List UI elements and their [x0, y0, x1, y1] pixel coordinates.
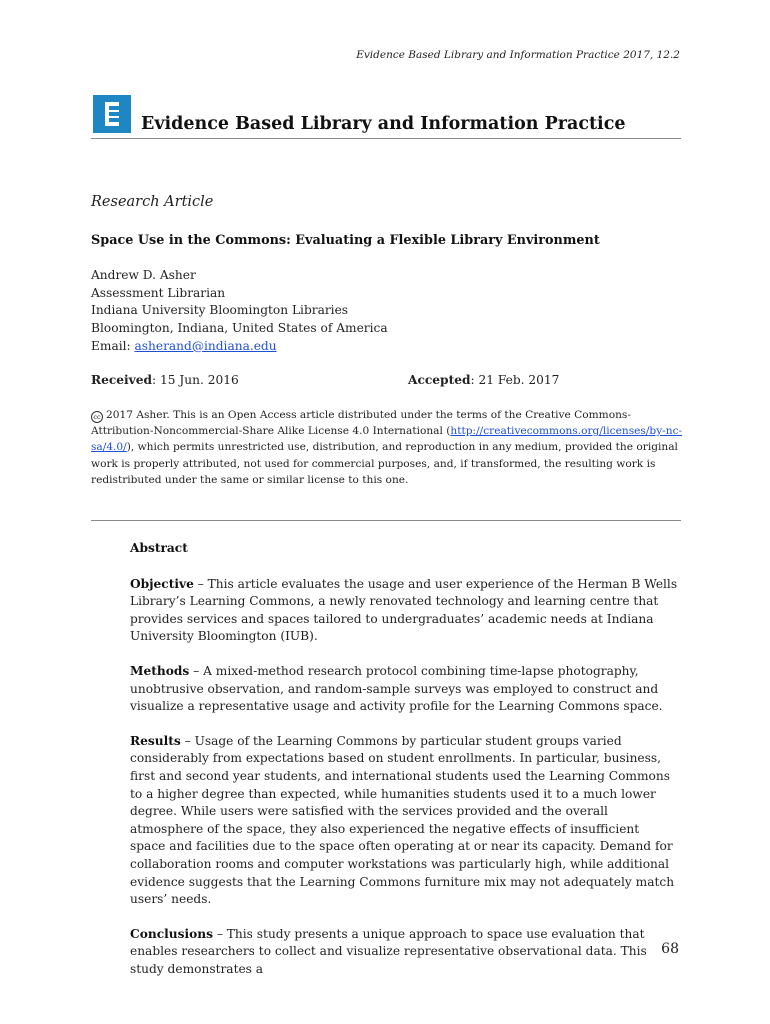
abstract-results	[130, 733, 678, 909]
methods-label: Methods	[130, 663, 190, 678]
email-label: Email:	[91, 338, 135, 353]
running-head: Evidence Based Library and Information Practice 2017, 12.2	[356, 49, 680, 61]
license-text-before: 2017 Asher. This is an Open Access article distributed under the terms of the Creative Commons-Attribution-Noncommercial-Share Alike License 4.0 International (	[91, 409, 631, 438]
objective-text: – This article evaluates the usage and user experience of the Herman B Wells Library’s Learning Commons, a newly renovated technology and learning centre that provides services and spaces tailored to undergraduates’ academic needs at Indiana University Bloomington (IUB).	[130, 576, 678, 644]
conclusions-label: Conclusions	[130, 926, 213, 941]
abstract-methods	[130, 663, 678, 716]
abstract-heading: Abstract	[130, 541, 188, 555]
author-location: Bloomington, Indiana, United States of America	[91, 321, 388, 336]
author-institution: Indiana University Bloomington Libraries	[91, 303, 349, 318]
author-email-line	[91, 338, 388, 356]
article-dates	[91, 373, 681, 387]
conclusions-text: – This study presents a unique approach to space use evaluation that enables researchers to collect and visualize representative observational data. This study demonstrates a	[130, 926, 647, 976]
received-label: Received	[91, 373, 153, 387]
received-date	[91, 373, 239, 387]
abstract-conclusions	[130, 926, 678, 979]
accepted-value: : 21 Feb. 2017	[470, 373, 560, 387]
objective-label: Objective	[130, 576, 194, 591]
article-title: Space Use in the Commons: Evaluating a Flexible Library Environment	[91, 233, 600, 248]
license-text-after: ), which permits unrestricted use, distribution, and reproduction in any medium, provided the original work is properly attributed, not used for commercial purposes, and, if transformed, the resulting work is redistributed under the same or similar license to this one.	[91, 441, 678, 486]
results-label: Results	[130, 733, 181, 748]
cc-icon: cc	[91, 411, 103, 423]
accepted-date	[408, 373, 559, 387]
methods-text: – A mixed-method research protocol combining time-lapse photography, unobtrusive observation, and random-sample surveys was employed to construct and visualize a representative usage and activity profile for the Learning Commons space.	[130, 663, 663, 714]
page-number: 68	[661, 941, 679, 957]
ebl-logo-icon	[93, 95, 131, 133]
journal-title: Evidence Based Library and Information Practice	[141, 114, 626, 134]
license-notice	[91, 407, 686, 488]
abstract	[130, 540, 678, 995]
author-name: Andrew D. Asher	[91, 268, 196, 282]
article-type: Research Article	[91, 194, 214, 210]
received-value: : 15 Jun. 2016	[152, 373, 239, 387]
section-divider	[91, 520, 681, 521]
author-role: Assessment Librarian	[91, 285, 226, 300]
abstract-objective	[130, 576, 678, 646]
accepted-label: Accepted	[408, 373, 471, 387]
email-link[interactable]: asherand@indiana.edu	[134, 338, 277, 353]
journal-header	[91, 92, 681, 139]
results-text: – Usage of the Learning Commons by particular student groups varied considerably from expectations based on student enrollments. In particular, business, first and second year students, and international students used the Learning Commons to a higher degree than expected, while humanities students used it to a much lower degree. While users were satisfied with the services provided and the overall atmosphere of the space, they also experienced the negative effects of insufficient space and facilities due to the space often operating at or near its capacity. Demand for collaboration rooms and computer workstations was particularly high, while additional evidence suggests that the Learning Commons furniture mix may not adequately match users’ needs.	[130, 733, 675, 907]
author-block	[91, 267, 388, 356]
license-link[interactable]: http://creativecommons.org/licenses/by-nc-sa/4.0/	[91, 425, 683, 454]
